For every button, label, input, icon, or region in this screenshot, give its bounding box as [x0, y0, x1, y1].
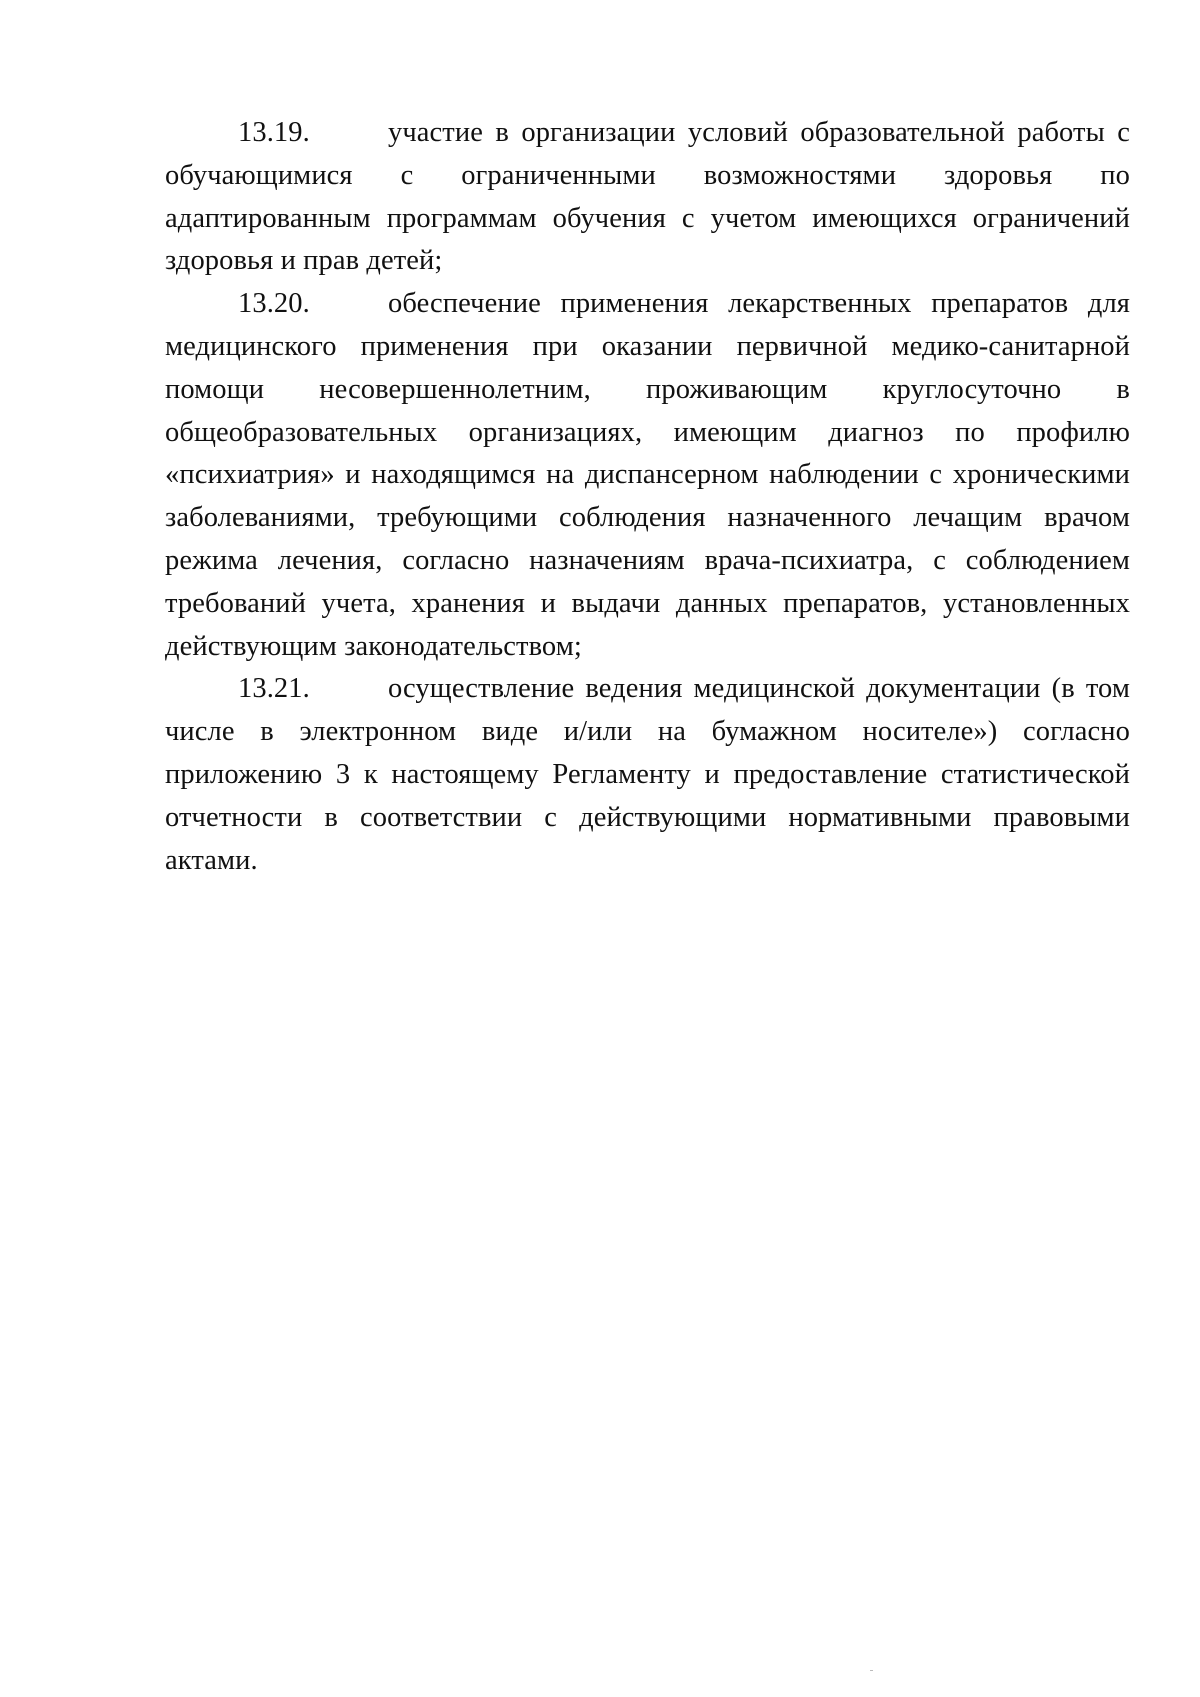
clause-13-19 — [165, 112, 1130, 283]
clause-number: 13.19. — [238, 117, 310, 148]
clause-text: осуществление ведения медицинской документации (в том числе в электронном виде и/или на бумажном носителе») согласно приложению 3 к настоящему Регламенту и предоставление статистической отчетности в соответствии с действующими нормативными правовыми актами. — [165, 673, 1130, 876]
clause-text: обеспечение применения лекарственных препаратов для медицинского применения при оказании первичной медико-санитарной помощи несовершеннолетним, проживающим круглосуточно в общеобразовательных организациях, имеющим диагноз по профилю «психиатрия» и находящимся на диспансерном наблюдении с хроническими заболеваниями, требующими соблюдения назначенного лечащим врачом режима лечения, согласно назначениям врача-психиатра, с соблюдением требований учета, хранения и выдачи данных препаратов, установленных действующим законодательством; — [165, 288, 1130, 662]
clause-number: 13.21. — [238, 673, 310, 705]
clause-13-20 — [165, 283, 1130, 668]
clause-number: 13.20. — [238, 288, 310, 320]
document-body — [165, 112, 1130, 882]
clause-text: участие в организации условий образовательной работы с обучающимися с ограниченными возможностями здоровья по адаптированным программам обучения с учетом имеющихся ограничений здоровья и прав детей; — [165, 117, 1130, 277]
clause-13-21 — [165, 668, 1130, 882]
scan-speck — [870, 1670, 873, 1671]
